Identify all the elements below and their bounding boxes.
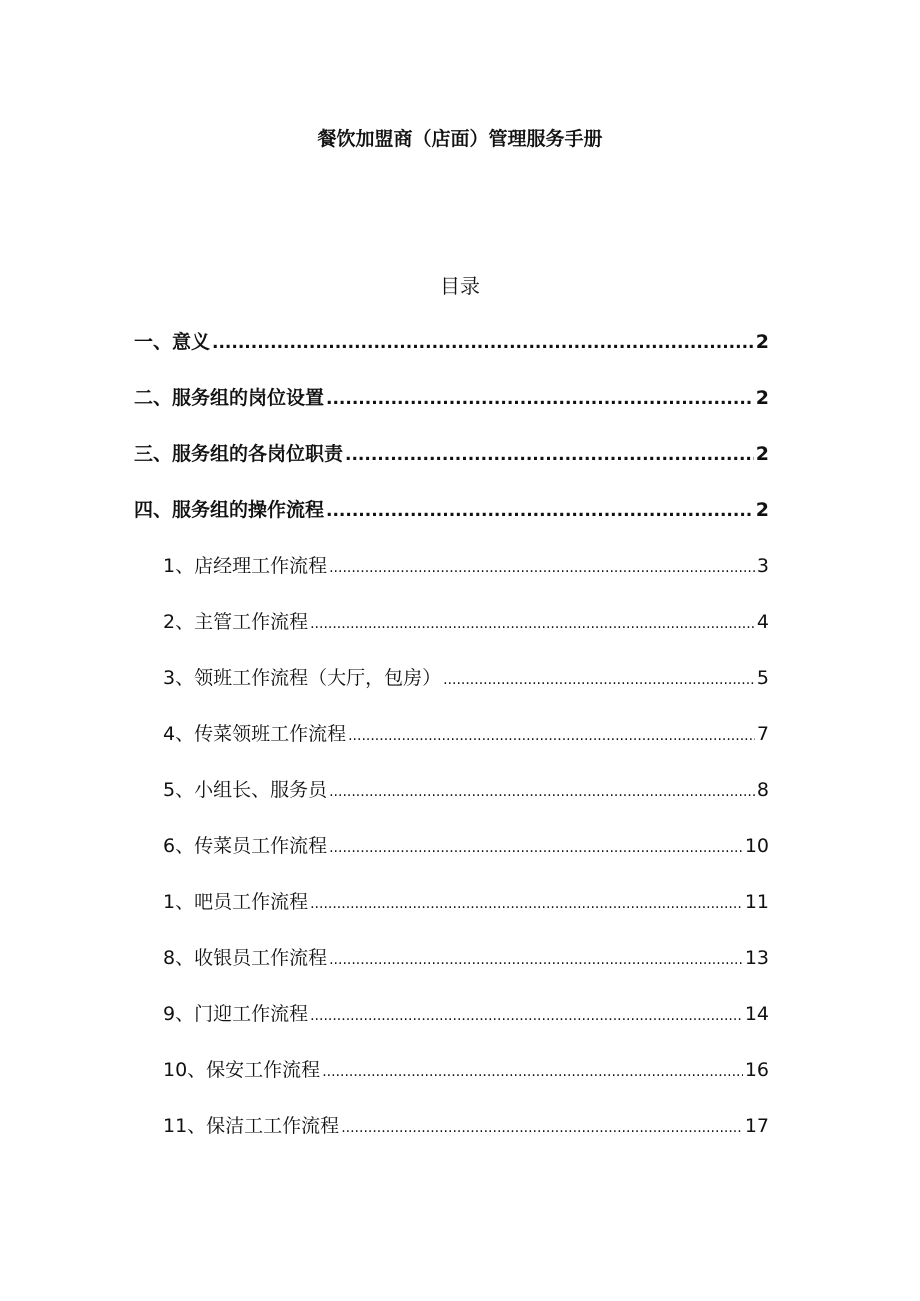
toc-entry-label: 四、服务组的操作流程 (134, 499, 325, 521)
toc-dot-leader (212, 328, 754, 357)
toc-dot-leader (329, 945, 743, 973)
toc-page-number: 8 (756, 779, 769, 801)
toc-dot-leader (310, 609, 755, 637)
toc-entry-label: 2、主管工作流程 (163, 611, 309, 633)
toc-dot-leader (326, 496, 754, 525)
toc-page-number: 16 (744, 1059, 769, 1081)
toc-dot-leader (310, 889, 743, 917)
toc-entry-label: 9、门迎工作流程 (163, 1003, 309, 1025)
toc-entry-label: 6、传菜员工作流程 (163, 835, 328, 857)
toc-entry[interactable] (134, 383, 769, 413)
toc-page-number: 3 (756, 555, 769, 577)
toc-page-number: 4 (756, 611, 769, 633)
toc-entry-label: 二、服务组的岗位设置 (134, 387, 325, 409)
toc-page-number: 11 (744, 891, 769, 913)
toc-entry[interactable] (163, 831, 769, 861)
toc-dot-leader (310, 1001, 743, 1029)
toc-dot-leader (341, 1113, 743, 1141)
toc-entry-label: 11、保洁工工作流程 (163, 1115, 340, 1137)
toc-page-number: 7 (756, 723, 769, 745)
toc-entry[interactable] (134, 495, 769, 525)
toc-entry[interactable] (163, 607, 769, 637)
toc-entry[interactable] (163, 1111, 769, 1141)
toc-entry-label: 三、服务组的各岗位职责 (134, 443, 344, 465)
toc-entry[interactable] (163, 887, 769, 917)
toc-dot-leader (348, 721, 755, 749)
toc-dot-leader (329, 553, 755, 581)
toc-entry-label: 4、传菜领班工作流程 (163, 723, 347, 745)
toc-page-number: 17 (744, 1115, 769, 1137)
document-title: 餐饮加盟商（店面）管理服务手册 (317, 128, 603, 150)
toc-dot-leader (443, 665, 755, 693)
toc-dot-leader (345, 440, 754, 469)
toc-dot-leader (326, 384, 754, 413)
toc-entry[interactable] (134, 439, 769, 469)
toc-entry[interactable] (163, 551, 769, 581)
toc-dot-leader (329, 777, 755, 805)
toc-page-number: 5 (756, 667, 769, 689)
toc-entry-label: 8、收银员工作流程 (163, 947, 328, 969)
toc-page-number: 2 (755, 331, 769, 353)
toc-page-number: 14 (744, 1003, 769, 1025)
toc-page-number: 10 (744, 835, 769, 857)
toc-entry-label: 一、意义 (134, 331, 211, 353)
toc-entry[interactable] (163, 1055, 769, 1085)
toc-entry[interactable] (163, 719, 769, 749)
toc-dot-leader (329, 833, 743, 861)
toc-entry[interactable] (163, 775, 769, 805)
toc-entry-label: 3、领班工作流程（大厅，包房） (163, 667, 442, 689)
toc-entry-label: 5、小组长、服务员 (163, 779, 328, 801)
toc-heading: 目录 (440, 274, 480, 298)
toc-entry[interactable] (163, 943, 769, 973)
toc-entry-label: 10、保安工作流程 (163, 1059, 321, 1081)
toc-entry[interactable] (134, 327, 769, 357)
toc-page-number: 2 (755, 387, 769, 409)
toc-entry-label: 1、店经理工作流程 (163, 555, 328, 577)
toc-entry-label: 1、吧员工作流程 (163, 891, 309, 913)
toc-entry[interactable] (163, 663, 769, 693)
toc-page-number: 2 (755, 499, 769, 521)
toc-page-number: 2 (755, 443, 769, 465)
toc-entry[interactable] (163, 999, 769, 1029)
toc-page-number: 13 (744, 947, 769, 969)
toc-dot-leader (322, 1057, 743, 1085)
